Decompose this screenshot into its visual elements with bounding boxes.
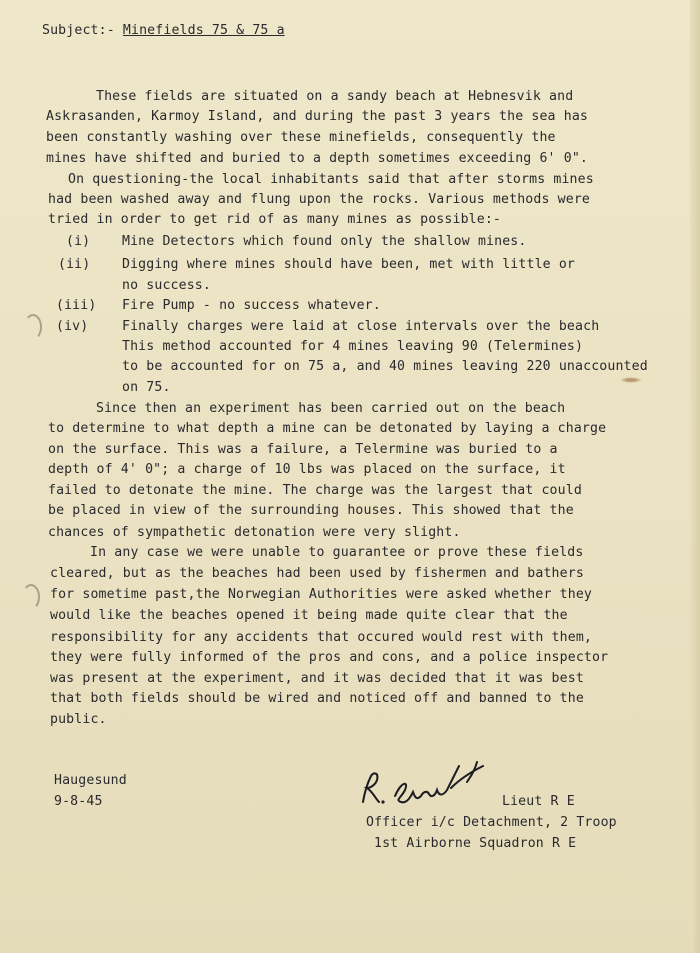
signatory-position: Officer i/c Detachment, 2 Troop xyxy=(366,815,617,830)
method-line: on 75. xyxy=(122,380,171,395)
para1-line: mines have shifted and buried to a depth sometimes exceeding 6' 0". xyxy=(46,151,588,166)
para3-line: on the surface. This was a failure, a Telermine was buried to a xyxy=(48,442,558,457)
method-line: Fire Pump - no success whatever. xyxy=(122,298,381,313)
para4-line: public. xyxy=(50,712,107,727)
method-number: (iii) xyxy=(56,298,97,313)
para1-line: been constantly washing over these minefields, consequently the xyxy=(46,130,556,145)
footer-date: 9-8-45 xyxy=(54,794,103,809)
subject-line xyxy=(42,22,285,40)
para1-line: Askrasanden, Karmoy Island, and during the past 3 years the sea has xyxy=(46,109,588,124)
para4-line: cleared, but as the beaches had been used by fishermen and bathers xyxy=(50,566,584,581)
method-number: (ii) xyxy=(58,257,91,272)
footer-place: Haugesund xyxy=(54,773,127,788)
signatory-unit: 1st Airborne Squadron R E xyxy=(374,836,577,851)
para4-line: In any case we were unable to guarantee or prove these fields xyxy=(90,545,584,560)
para4-line: that both fields should be wired and noticed off and banned to the xyxy=(50,691,584,706)
handwritten-signature xyxy=(355,752,505,814)
para3-line: failed to detonate the mine. The charge was the largest that could xyxy=(48,483,582,498)
para3-line: Since then an experiment has been carried out on the beach xyxy=(96,401,566,416)
para3-line: to determine to what depth a mine can be detonated by laying a charge xyxy=(48,421,607,436)
signatory-rank: Lieut R E xyxy=(502,794,575,809)
para4-line: for sometime past,the Norwegian Authorities were asked whether they xyxy=(50,587,592,602)
punch-hole-mark xyxy=(22,584,40,610)
method-number: (iv) xyxy=(56,319,89,334)
para2-line: tried in order to get rid of as many mines as possible:- xyxy=(48,212,502,227)
para2-line: had been washed away and flung upon the rocks. Various methods were xyxy=(48,192,590,207)
method-line: Digging where mines should have been, met with little or xyxy=(122,257,576,272)
subject-title: Minefields 75 & 75 a xyxy=(122,23,285,38)
para1-line: These fields are situated on a sandy beach at Hebnesvik and xyxy=(96,89,574,104)
method-line: Mine Detectors which found only the shallow mines. xyxy=(122,234,527,249)
para4-line: was present at the experiment, and it was decided that it was best xyxy=(50,671,584,686)
para3-line: depth of 4' 0"; a charge of 10 lbs was placed on the surface, it xyxy=(48,462,566,477)
ink-stain xyxy=(620,377,642,383)
para3-line: be placed in view of the surrounding houses. This showed that the xyxy=(48,503,574,518)
punch-hole-mark xyxy=(24,314,42,340)
method-line: no success. xyxy=(122,278,211,293)
para4-line: responsibility for any accidents that occured would rest with them, xyxy=(50,630,592,645)
para4-line: they were fully informed of the pros and cons, and a police inspector xyxy=(50,650,609,665)
method-line: This method accounted for 4 mines leaving 90 (Telermines) xyxy=(122,339,584,354)
para2-line: On questioning-the local inhabitants said that after storms mines xyxy=(68,172,594,187)
method-line: to be accounted for on 75 a, and 40 mines leaving 220 unaccounted xyxy=(122,359,648,374)
para4-line: would like the beaches opened it being made quite clear that the xyxy=(50,608,568,623)
method-number: (i) xyxy=(66,234,91,249)
para3-line: chances of sympathetic detonation were very slight. xyxy=(48,525,461,540)
subject-label: Subject:- xyxy=(42,23,115,38)
page-edge xyxy=(690,0,700,953)
method-line: Finally charges were laid at close intervals over the beach xyxy=(122,319,600,334)
